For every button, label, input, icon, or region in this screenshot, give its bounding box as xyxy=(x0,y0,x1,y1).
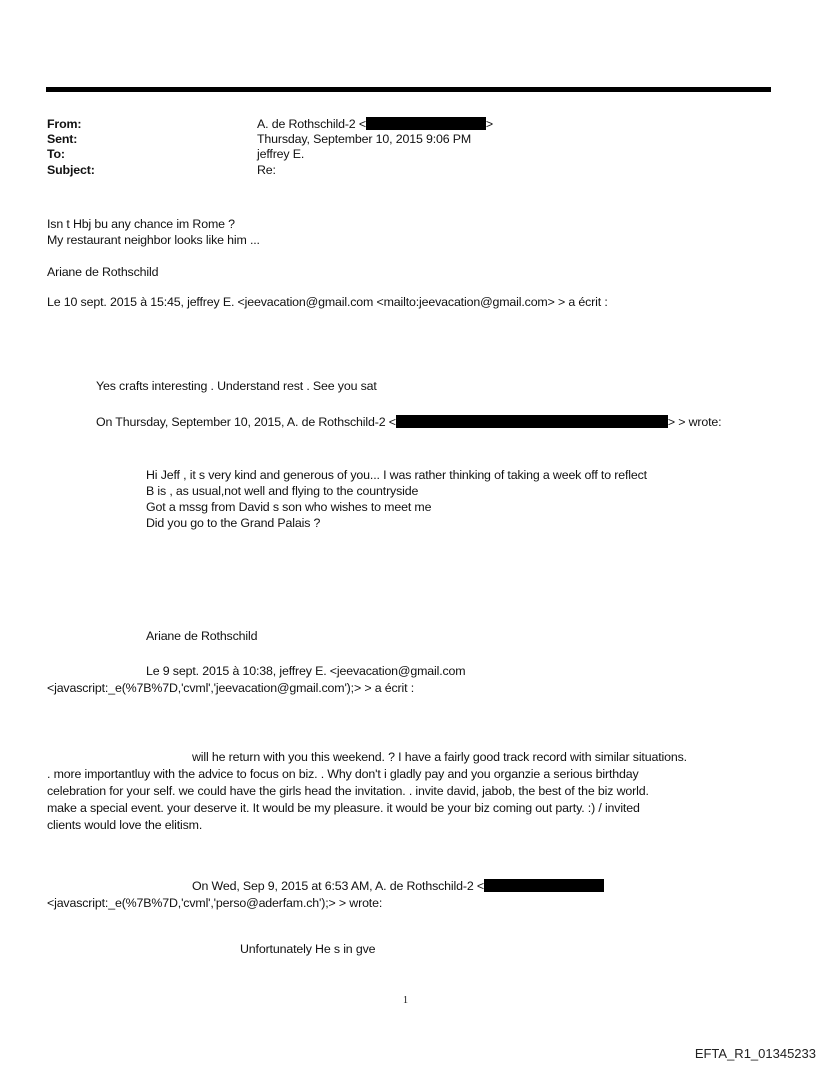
page-number: 1 xyxy=(403,995,408,1006)
sent-label: Sent: xyxy=(47,132,78,146)
redaction-box xyxy=(484,879,604,892)
quote-header xyxy=(96,414,721,430)
from-end: > xyxy=(485,117,494,131)
quote-header-start: On Thursday, September 10, 2015, A. de Rothschild-2 < xyxy=(96,415,396,429)
signature: Ariane de Rothschild xyxy=(146,629,258,643)
quote-line: Got a mssg from David s son who wishes to meet me xyxy=(146,500,432,514)
from-label: From: xyxy=(47,117,82,131)
quote-line: Hi Jeff , it s very kind and generous of you... I was rather thinking of taking a week off to reflect xyxy=(146,468,647,482)
header-rule xyxy=(46,87,771,92)
quote-header: <javascript:_e(%7B%7D,'cvml','jeevacation@gmail.com');> > a écrit : xyxy=(47,681,414,695)
to-value: jeffrey E. xyxy=(257,147,305,161)
quote-line: celebration for your self. we could have the girls head the invitation. . invite david, jabob, the best of the biz world. xyxy=(47,784,649,798)
quote-header: Le 10 sept. 2015 à 15:45, jeffrey E. <jeevacation@gmail.com <mailto:jeevacation@gmail.com> > a écrit : xyxy=(47,295,608,309)
quote-line: clients would love the elitism. xyxy=(47,818,203,832)
body-line: My restaurant neighbor looks like him ... xyxy=(47,233,260,247)
quote-text: Unfortunately He s in gve xyxy=(240,942,376,956)
quote-line: . more importantluy with the advice to focus on biz. . Why don't i gladly pay and you organzie a serious birthday xyxy=(47,767,639,781)
quote-header xyxy=(192,878,604,894)
quote-header: Le 9 sept. 2015 à 10:38, jeffrey E. <jeevacation@gmail.com xyxy=(146,664,466,678)
redaction-box xyxy=(396,415,668,428)
quote-line: B is , as usual,not well and flying to the countryside xyxy=(146,484,419,498)
quote-header: <javascript:_e(%7B%7D,'cvml','perso@aderfam.ch');> > wrote: xyxy=(47,896,383,910)
from-value xyxy=(257,116,493,132)
quote-header-end: > > wrote: xyxy=(667,415,722,429)
redaction-box xyxy=(366,117,486,130)
bates-stamp: EFTA_R1_01345233 xyxy=(694,1046,816,1061)
subject-label: Subject: xyxy=(47,163,95,177)
from-name: A. de Rothschild-2 < xyxy=(257,117,366,131)
to-label: To: xyxy=(47,147,65,161)
quote-text: Yes crafts interesting . Understand rest . See you sat xyxy=(96,379,377,393)
quote-line: will he return with you this weekend. ? I have a fairly good track record with similar situations. xyxy=(192,750,687,764)
signature: Ariane de Rothschild xyxy=(47,265,159,279)
quote-header-start: On Wed, Sep 9, 2015 at 6:53 AM, A. de Rothschild-2 < xyxy=(192,879,484,893)
quote-line: make a special event. your deserve it. It would be my pleasure. it would be your biz coming out party. :) / invited xyxy=(47,801,640,815)
body-line: Isn t Hbj bu any chance im Rome ? xyxy=(47,217,235,231)
subject-value: Re: xyxy=(257,163,276,177)
quote-line: Did you go to the Grand Palais ? xyxy=(146,516,321,530)
sent-value: Thursday, September 10, 2015 9:06 PM xyxy=(257,132,472,146)
